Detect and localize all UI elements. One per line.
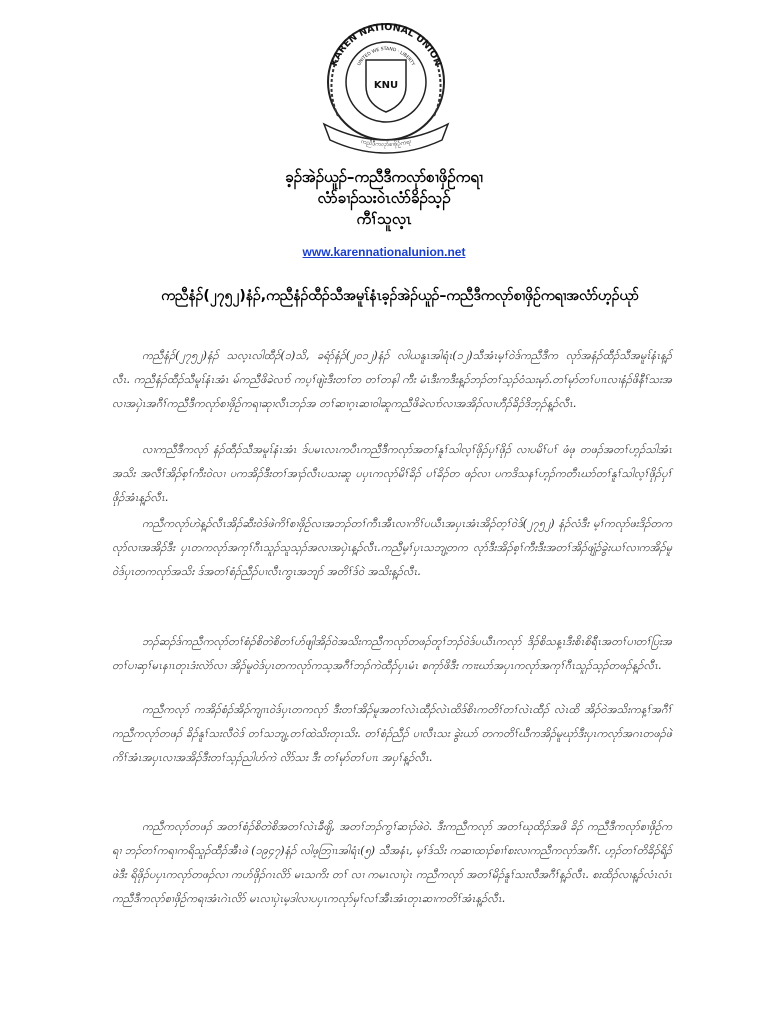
emblem-ribbon-text: ကညီဒီကလုာ်စၢဖှိဉ်ကရၢ <box>360 138 412 149</box>
paragraph: ဘၣ်ဆၣ်ဒ်ကညီကလုာ်တၢ်စံၣ်စိတဲစိတၢ်ဟ်ဖျါအိၣ်ဝဲအသိးကညီကလုာ်တဖၣ်တူၢ်ဘၣ်ဝဲဒ်ပယီၤကလုာ် ဒိၣ်စိသန့ၤဒီးစိၤစိရီၤအတၢ်ပၢတၢ်ပြးအတၢ်ပၢဆှၢ်မၤနၢၤတုၤဒံးလဲာ်လၢ အိၣ်မူဝဲဒ်ပှၤတကလုာ်ကသ့အဂီၢ်ဘၣ်ကဲထီၣ်ပှၤမံၤ စကုာ်ဖိဒီး ကၢးဃာ်အပှၤကလုာ်အကုၢ်ဂီၤသူၣ်သ့ၣ်တဖၣ်န့ၣ်လီၤ. <box>112 635 672 672</box>
emblem-center-text: KNU <box>373 80 399 91</box>
document-title: ကညီနံၣ်(၂၇၅၂)နံၣ်,ကညီနံၣ်ထီၣ်သီအမူၤ်နံၤခ့ၣ်အဲၣ်ယူၣ်–ကညီဒီကလုာ်စၢဖှိဉ်ကရၢအလံာ်ဟ့ၣ်ယုာ် <box>161 288 639 304</box>
emblem-shield-words: UNITED WE STAND · LIBERTY <box>356 46 416 67</box>
knu-emblem <box>306 20 466 162</box>
office-name: လံာ်ခၢၣ်သးဝဲၤလံာ်ခိၣ်သ့ၣ် <box>317 189 451 207</box>
emblem-ribbon <box>324 124 448 153</box>
paragraph: ကညီကလုာ်တဖၣ် အတၢ်စံၣ်စိတဲစိအတၢ်လဲၤခီဖျိ, အတၢ်ဘၣ်ကွၢ်ဆၢၣ်ဖဲဝဲ. ဒီးကညီကလုာ် အတၢ်ဃုထိၣ်အဖိ ခိၣ် ကညီဒီကလုာ်စၢဖှိဉ်ကရၢ ဘၣ်တၢ်ကရၢကရိသူၣ်ထီၣ်အီၤဖဲ (၁၉၄၇)နံၣ် လါဖ့ဘြၢၤအါရံၤ(၅) သီအနံၤ, မ့ၢ်ဒ်သိး ကဆၢထၢၣ်စၢၢ်စးလၢကညီကလုာ်အဂီၢ်. ဟ့ၣ်တၢ်တိခိၣ်ရိၣ်ဖဲဒီး ရိဖိုၣ်ပပှၤကလုာ်တဖၣ်လၢ ကဟ်ဖိုၣ်ဂၤလိာ် မၤသကိး တၢ် လၢ ကမၤလၢပှဲၤ ကညီကလုာ် အတၢ်မိၣ်နူၢ်သးလီအဂီၢ်န့ၣ်လီၤ. စးထိၣ်လၢန့ၣ်လံၤလံၤကညီဒီကလုာ်စၢဖှိဉ်ကရၢအံၤဂဲၤလိာ် မၤလၢပှဲၤမ့ဒါလၢပပှၤကလုာ်မှၢ်လၢ်အီၤအံၤတုၤဆၢကတိၢ်အံၤန့ၣ်လီၤ. <box>112 820 672 905</box>
paragraph: ကညီနံၣ်(၂၇၅၂)နံၣ် သလ့ၤလါထီၣ်(၁)သိ, ခရံာ်နံၣ်(၂၀၁၂)နံၣ် လါယနူၤအါရံၤ(၁၂)သီအံၤမ့ၢ်ဝဲဒ်ကညီဒီက လုာ်အနံၣ်ထီၣ်သီအမူၤ်နံၤန့ၣ်လီၤ. ကညီနံၣ်ထီၣ်သီမူၤ်နံၤအံၤ မ်ကညီဖိခဲလၢာ် ကပ့ၢ်ဖျဲးဒီးတၢ်တ တၢ်တနါ ကီး မံၤဒီးကဒီးန့ၣ်ဘၣ်တၢ်သ့ၣ်ဝံသးမုာ်.တၢ်မုာ်တၢ်ပၢၤလၢနံၣ်ဖိနီၢ်သးအလၢအပှဲၤအဂီၢ်ကညီဒီကလုာ်စၢဖှိဉ်ကရၢဆုၢလီၤဘၣ်အ တၢ်ဆၢဂ့ၤဆၢဝါဆူကညီဖိခဲလၢာ်လၢအအိၣ်လၢဟီၣ်ခိၣ်ဒိဘ့ၣ်န့ၣ်လီၤ. <box>112 349 672 410</box>
paragraph: ကညီကလုာ်ဟဲန့ၣ်လီၤအိၣ်ဆီးဝဲဒ်ဖဲကိၢ်စၢဖှိဉ်လၢအဘၣ်တၢ်ကီၤအီၤလၢကိၢ်ပယီၤအပှၤအံၤအိၣ်တ့ၢ်ဝဲဒ်(၂၇၅၂) နံၣ်လံဒီး မ့ၢ်ကလုာ်ဖးဒိၣ်တကလုာ်လၢအအိၣ်ဒီး ပှၤတကလုာ်အကုၢ်ဂီၤသူၣ်သူသ့ၣ်အလၢအပှဲၤန့ၣ်လီၤ.ကညီမ့ၢ်ပှၤသဘျ့တက လုာ်ဒီးအိၣ်စ့ၢ်ကီးဒီးအတၢ်အိၣ်ဖျံၣ်ခွဲးယၢ်လၢကအိၣ်မူဝဲဒ်ပှၤတကလုာ်အသိး ဒ်အတၢ်စံၣ်ညီၣ်ပၢလီၤကွၤအဘျာ် အတိၢ်ဒ်ဝဲ အသိးန့ၣ်လီၤ. <box>112 517 672 578</box>
paragraph: လၢကညီဒီကလုာ် နံၣ်ထီၣ်သီအမူၤ်နံၤအံၤ ဒ်ပမၤလၤကပီၤကညီဒီကလုာ်အတၢ်နူၢ်သါလ့ၢ်ဖိုၣ်ပှၢ်ဖိုၣ် လၢပမိၢ်ပၢ် ဖံဖု တဖၣ်အတၢ်ဟ့ၣ်သါအံၤအသိး အလီၢ်အိၣ်စ့ၢ်ကီးဝဲလၢ ပကအိၣ်ဒီးတၢ်အၢၣ်လီၤပသးဆူ ပပှၤကလုာ်မိၢ်ခိၣ် ပၢ်ခိၣ်တ ဖၣ်လၢ ပကဒိသနၢ်ဟ့ၣ်ကတီၤဃာ်တၢ်နူၢ်သါလ့ၢ်ဖိုၣ်ပှၢ်ဖိုၣ်အံၤန့ၣ်လီၤ. <box>112 443 672 504</box>
location-name: ကီၢ်သူလ့ၤ <box>356 210 412 228</box>
website-link[interactable]: www.karennationalunion.net <box>302 245 466 259</box>
org-name: ခ့ၣ်အဲၣ်ယူၣ်–ကညီဒီကလုာ်စၢဖှိဉ်ကရၢ <box>285 168 483 186</box>
emblem-ring-text: KAREN NATIONAL UNION <box>328 21 444 68</box>
paragraph: ကညီကလုာ် ကအိၣ်စံၣ်အိၣ်ကျၢၤဝဲဒ်ပှၤတကလုာ် ဒီးတၢ်အိၣ်မူအတၢ်လဲၤထီၣ်လဲၤထိဒ်စိၤကတိၢ်တၢ်လဲၤထီၣ် လဲၤထိ အိၣ်ဝဲအသိးကန့ၢ်အဂီၢ် ကညီကလုာ်တဖၣ် ခိၣ်နူၢ်သးလီဝဲဒ် တၢ်သဘျ့.တၢ်ထဲသိးတုၤသိး. တၢ်စံၣ်ညီၣ် ပၢလီၤသး ခွဲးယာ် တကတိၢ်ဃီကအိၣ်မူဃုာ်ဒီးပှၤကလုာ်အဂၤတဖၣ်ဖဲကိၢ်အံၤအပှၤလၢအအိၣ်ဒီးတၢ်သ့ၣ်ညါဟ်ကဲ လိာ်သး ဒီး တၢ်မုာ်တၢ်ပၢၤ အပှၢ်န့ၣ်လီၤ. <box>112 703 672 764</box>
